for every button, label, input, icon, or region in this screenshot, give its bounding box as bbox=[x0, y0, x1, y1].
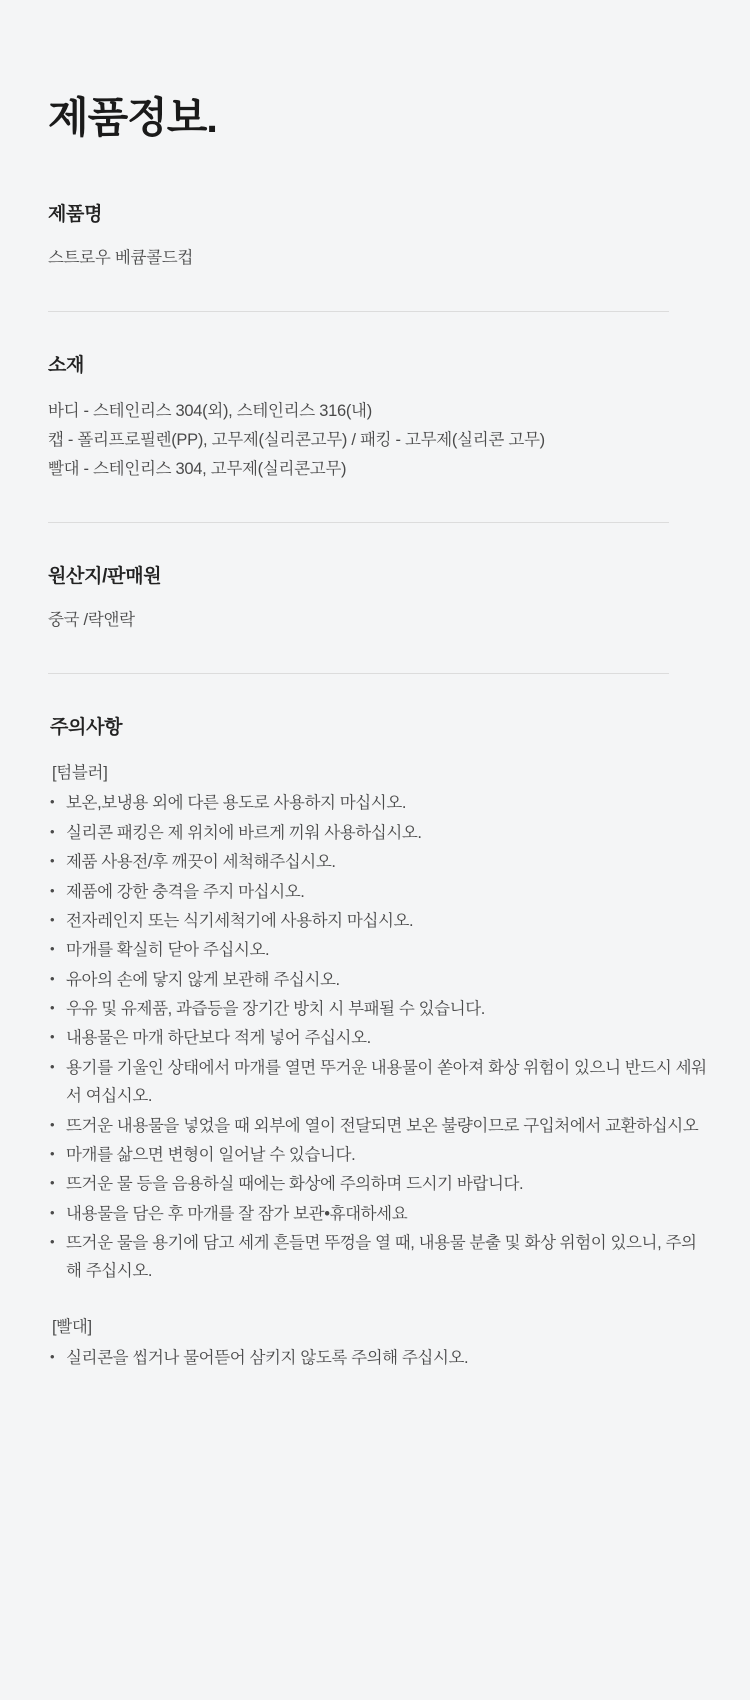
caution-text: • 보온,보냉용 외에 다른 용도로 사용하지 마십시오. bbox=[66, 794, 407, 813]
list-item bbox=[50, 878, 710, 906]
list-item bbox=[50, 1229, 710, 1286]
section-material bbox=[48, 350, 710, 484]
material-value bbox=[48, 397, 710, 484]
caution-text: • 뜨거운 물 등을 음용하실 때에는 화상에 주의하며 드시기 바랍니다. bbox=[66, 1175, 524, 1194]
material-line: 빨대 - 스테인리스 304, 고무제(실리콘고무) bbox=[48, 459, 347, 478]
caution-text: • 내용물은 마개 하단보다 적게 넣어 주십시오. bbox=[66, 1029, 371, 1048]
caution-text: • 유아의 손에 닿지 않게 보관해 주십시오. bbox=[66, 970, 340, 989]
divider bbox=[48, 673, 669, 674]
section-heading-caution: 주의사항 bbox=[50, 716, 123, 738]
list-item bbox=[50, 907, 710, 935]
list-item bbox=[50, 819, 710, 847]
caution-group-label-tumbler: [텀블러] bbox=[52, 763, 108, 782]
caution-text: • 우유 및 유제품, 과즙등을 장기간 방치 시 부패될 수 있습니다. bbox=[66, 1000, 485, 1019]
list-item bbox=[50, 789, 710, 817]
material-line: 바디 - 스테인리스 304(외), 스테인리스 316(내) bbox=[48, 402, 372, 421]
caution-list-straw bbox=[50, 1344, 710, 1372]
list-item bbox=[50, 995, 710, 1023]
list-item bbox=[50, 1141, 710, 1169]
divider bbox=[48, 522, 669, 523]
origin-value: 중국 /락앤락 bbox=[48, 610, 135, 629]
section-caution bbox=[48, 712, 710, 1373]
caution-list-tumbler bbox=[50, 789, 710, 1285]
section-origin bbox=[48, 561, 710, 635]
caution-text: • 제품 사용전/후 깨끗이 세척해주십시오. bbox=[66, 853, 336, 872]
list-item bbox=[50, 1054, 710, 1111]
section-heading-material: 소재 bbox=[48, 355, 85, 377]
material-line: 캡 - 폴리프로필렌(PP), 고무제(실리콘고무) / 패킹 - 고무제(실리콘 고무) bbox=[48, 430, 545, 449]
caution-text: • 전자레인지 또는 식기세척기에 사용하지 마십시오. bbox=[66, 911, 414, 930]
caution-text: • 내용물을 담은 후 마개를 잘 잠가 보관•휴대하세요 bbox=[66, 1204, 408, 1223]
caution-text: • 마개를 삶으면 변형이 일어날 수 있습니다. bbox=[66, 1145, 356, 1164]
section-heading-product-name: 제품명 bbox=[48, 204, 103, 226]
caution-text: • 마개를 확실히 닫아 주십시오. bbox=[66, 941, 270, 960]
product-name-value: 스트로우 베큠콜드컵 bbox=[48, 249, 194, 268]
caution-text: • 실리콘을 씹거나 물어뜯어 삼키지 않도록 주의해 주십시오. bbox=[66, 1348, 469, 1367]
divider bbox=[48, 311, 669, 312]
caution-text: • 제품에 강한 충격을 주지 마십시오. bbox=[66, 882, 305, 901]
section-product-name bbox=[48, 199, 710, 273]
list-item bbox=[50, 1112, 710, 1140]
caution-text: • 뜨거운 물을 용기에 담고 세게 흔들면 뚜껑을 열 때, 내용물 분출 및 화상 위험이 있으니, 주의해 주십시오. bbox=[66, 1234, 697, 1281]
section-heading-origin: 원산지/판매원 bbox=[48, 565, 162, 587]
list-item bbox=[50, 1200, 710, 1228]
caution-text: • 용기를 기울인 상태에서 마개를 열면 뚜거운 내용물이 쏟아져 화상 위험이 있으니 반드시 세워서 여십시오. bbox=[66, 1058, 707, 1106]
caution-text: • 뜨거운 내용물을 넣었을 때 외부에 열이 전달되면 보온 불량이므로 구입처에서 교환하십시오 bbox=[66, 1116, 699, 1135]
caution-group-label-straw: [빨대] bbox=[52, 1317, 92, 1336]
list-item bbox=[50, 848, 710, 876]
list-item bbox=[50, 1170, 710, 1198]
spacer bbox=[50, 1287, 710, 1313]
list-item bbox=[50, 1344, 710, 1372]
page-title: 제품정보. bbox=[48, 94, 217, 141]
list-item bbox=[50, 936, 710, 964]
caution-text: • 실리콘 패킹은 제 위치에 바르게 끼워 사용하십시오. bbox=[66, 823, 422, 842]
list-item bbox=[50, 966, 710, 994]
list-item bbox=[50, 1024, 710, 1052]
